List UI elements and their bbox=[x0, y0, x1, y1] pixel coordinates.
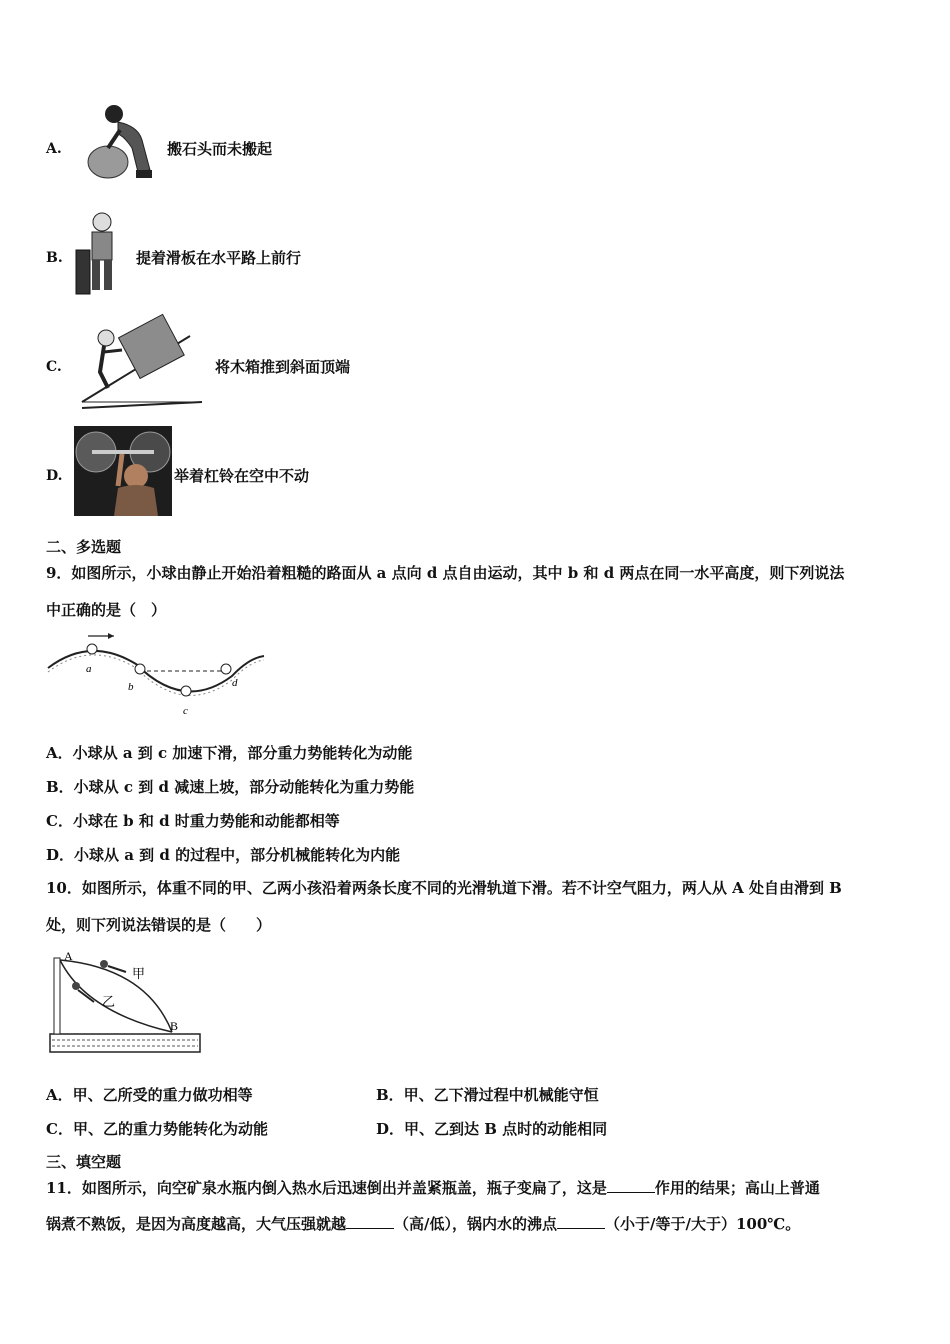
question-9-option-d: D．小球从 a 到 d 的过程中，部分机械能转化为内能 bbox=[46, 846, 401, 864]
question-11-text-3: 锅煮不熟饭，是因为高度越高，大气压强就越 bbox=[46, 1215, 347, 1233]
question-9-line-1: 9．如图所示，小球由静止开始沿着粗糙的路面从 a 点向 d 点自由运动，其中 b 和 d 两点在同一水平高度，则下列说法 bbox=[46, 564, 845, 582]
point-B-label: B bbox=[170, 1019, 179, 1033]
point-d-label: d bbox=[232, 677, 238, 689]
point-a-label: a bbox=[86, 663, 92, 675]
answer-blank-2[interactable] bbox=[346, 1214, 394, 1229]
slide-tracks-diagram bbox=[46, 948, 206, 1058]
question-11-text-4: （高/低），锅内水的沸点 bbox=[394, 1215, 557, 1233]
option-b-label: B. bbox=[46, 250, 63, 266]
point-c-label: c bbox=[183, 705, 188, 717]
question-11-text-5: （小于/等于/大于）100℃。 bbox=[605, 1215, 801, 1233]
answer-blank-3[interactable] bbox=[557, 1214, 605, 1229]
barbell-photo bbox=[74, 426, 172, 516]
question-10-option-b: B．甲、乙下滑过程中机械能守恒 bbox=[376, 1086, 599, 1104]
section-heading-multiple-choice: 二、多选题 bbox=[46, 538, 122, 556]
question-9-option-a: A．小球从 a 到 c 加速下滑，部分重力势能转化为动能 bbox=[46, 744, 413, 762]
lifting-stone-illustration bbox=[80, 100, 160, 182]
question-10-line-1: 10．如图所示，体重不同的甲、乙两小孩沿着两条长度不同的光滑轨道下滑。若不计空气阻力，两人从 A 处自由滑到 B bbox=[46, 879, 842, 897]
question-9-option-c: C．小球在 b 和 d 时重力势能和动能都相等 bbox=[46, 812, 340, 830]
option-b-text: 提着滑板在水平路上前行 bbox=[136, 249, 302, 267]
question-10-option-d: D．甲、乙到达 B 点时的动能相同 bbox=[376, 1120, 608, 1138]
option-d-label: D. bbox=[46, 468, 63, 484]
yi-label: 乙 bbox=[102, 995, 116, 1010]
question-10-option-c: C．甲、乙的重力势能转化为动能 bbox=[46, 1120, 268, 1138]
question-11-text-1: 11．如图所示，向空矿泉水瓶内倒入热水后迅速倒出并盖紧瓶盖，瓶子变扁了，这是 bbox=[46, 1179, 607, 1197]
question-11-line-1 bbox=[46, 1178, 820, 1198]
question-9-line-2: 中正确的是（ ） bbox=[46, 601, 167, 619]
question-10-line-2: 处，则下列说法错误的是（ ） bbox=[46, 916, 272, 934]
carrying-skateboard-illustration bbox=[72, 210, 128, 300]
question-9-option-b: B．小球从 c 到 d 减速上坡，部分动能转化为重力势能 bbox=[46, 778, 415, 796]
pushing-box-illustration bbox=[80, 316, 205, 411]
question-11-line-2 bbox=[46, 1214, 800, 1234]
option-a-label: A. bbox=[46, 141, 62, 157]
question-11-text-2: 作用的结果；高山上普通 bbox=[654, 1179, 820, 1197]
section-heading-fill-in: 三、填空题 bbox=[46, 1153, 122, 1171]
option-a-text: 搬石头而未搬起 bbox=[167, 140, 273, 158]
option-d-text: 举着杠铃在空中不动 bbox=[174, 467, 310, 485]
option-c-text: 将木箱推到斜面顶端 bbox=[215, 358, 351, 376]
point-A-label: A bbox=[64, 949, 73, 963]
option-c-label: C. bbox=[46, 359, 62, 375]
ball-on-wavy-track-diagram bbox=[44, 628, 266, 720]
point-b-label: b bbox=[128, 681, 134, 693]
answer-blank-1[interactable] bbox=[607, 1178, 655, 1193]
jia-label: 甲 bbox=[132, 967, 146, 982]
question-10-option-a: A．甲、乙所受的重力做功相等 bbox=[46, 1086, 253, 1104]
